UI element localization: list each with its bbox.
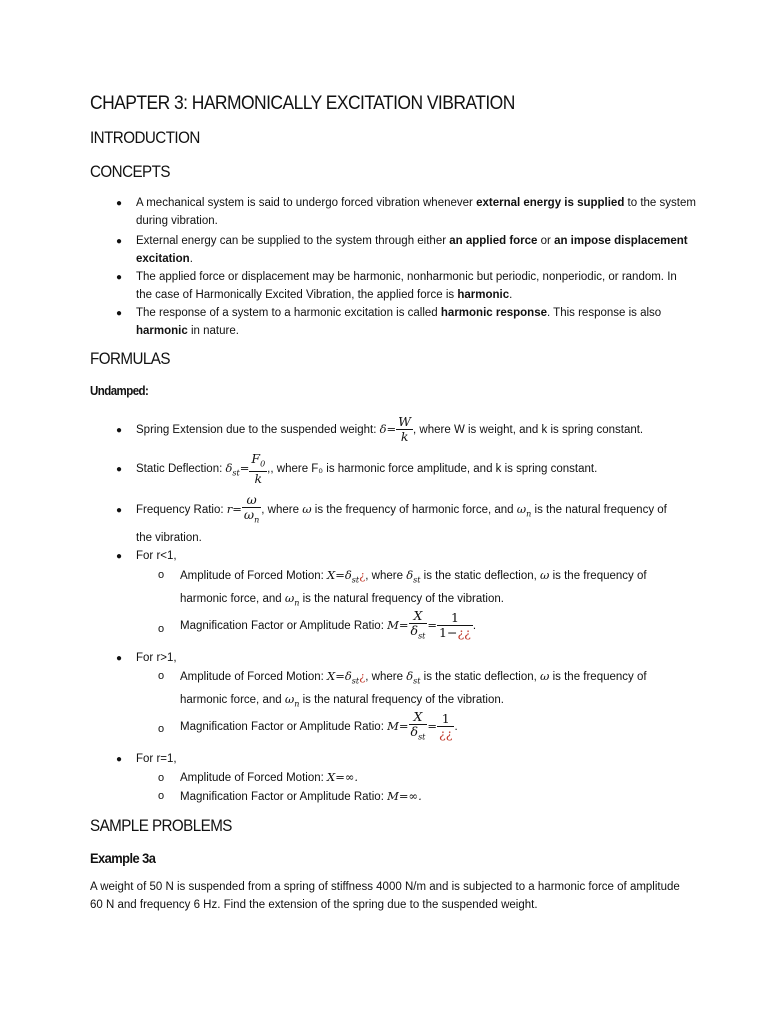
fraction-omega-over-omegan: $\frac{\omega}{\omega_n}$	[243, 491, 260, 525]
formula-frequency-ratio-cont: the vibration.	[136, 532, 202, 544]
formulas-heading: FORMULAS	[90, 350, 170, 368]
amplitude-r-lt-1: Amplitude of Forced Motion: $X=\delta_{st}¿$, where $\delta_{st}$ is the static deflection, ω is the frequency of harmonic force, and $\omega_n$ is the natural frequency of the vibration.	[180, 568, 647, 608]
bullet-icon: ●	[116, 272, 123, 283]
circle-bullet-icon: o	[158, 790, 165, 802]
concept-item-1: A mechanical system is said to undergo forced vibration whenever external energy is supplied to the system during vibration.	[136, 197, 696, 227]
bullet-icon: ●	[116, 308, 123, 319]
sample-problems-heading: SAMPLE PROBLEMS	[90, 817, 232, 835]
fraction-f0-over-k: $\frac{F_0}{k}$	[251, 450, 266, 487]
bullet-icon: ●	[116, 425, 123, 436]
magnification-r-eq-1: Magnification Factor or Amplitude Ratio: M=∞.	[180, 789, 422, 803]
circle-bullet-icon: o	[158, 772, 165, 784]
chapter-title: CHAPTER 3: HARMONICALLY EXCITATION VIBRATION	[90, 93, 515, 114]
bullet-icon: ●	[116, 653, 123, 664]
case-r-greater-than-1: For r>1,	[136, 652, 177, 664]
formula-spring-extension: Spring Extension due to the suspended weight: δ= $\frac{W}{k}$ , where W is weight, and k is spring constant.	[136, 414, 644, 445]
circle-bullet-icon: o	[158, 670, 165, 682]
example-problem-text: A weight of 50 N is suspended from a spring of stiffness 4000 N/m and is subjected to a harmonic force of amplitude 60 N and frequency 6 Hz. Find the extension of the spring due to the suspended weight.	[90, 881, 680, 911]
bullet-icon: ●	[116, 198, 123, 209]
concepts-heading: CONCEPTS	[90, 163, 170, 181]
formula-static-deflection: Static Deflection: $\delta_{st}=$ $\frac{F_0}{k}$ ,, where F₀ is harmonic force amplitude, and k is spring constant.	[136, 450, 598, 487]
amplitude-r-eq-1: Amplitude of Forced Motion: X=∞.	[180, 770, 359, 784]
introduction-heading: INTRODUCTION	[90, 129, 200, 147]
amplitude-r-gt-1: Amplitude of Forced Motion: $X=\delta_{st}¿$, where $\delta_{st}$ is the static deflection, ω is the frequency of harmonic force, and $\omega_n$ is the natural frequency of the vibration.	[180, 669, 647, 709]
circle-bullet-icon: o	[158, 723, 165, 735]
bullet-icon: ●	[116, 551, 123, 562]
magnification-r-lt-1: Magnification Factor or Amplitude Ratio: M= $\frac{X}{\delta_{st}}$ = $\frac{1}{1-¿¿}$ .	[180, 607, 477, 641]
formula-frequency-ratio: Frequency Ratio: r= $\frac{\omega}{\omega_n}$ , where ω is the frequency of harmonic force, and $\omega_n$ is the natural frequency of	[136, 491, 667, 532]
concept-item-3: The applied force or displacement may be harmonic, nonharmonic but periodic, nonperiodic, or random. In the case of Harmonically Excited Vibration, the applied force is harmonic.	[136, 271, 677, 301]
magnification-r-gt-1: Magnification Factor or Amplitude Ratio: M= $\frac{X}{\delta_{st}}$ = $\frac{1}{¿¿}$ .	[180, 708, 458, 742]
concept-item-4: The response of a system to a harmonic excitation is called harmonic response. This response is also harmonic in nature.	[136, 307, 662, 337]
undamped-subheading: Undamped:	[90, 384, 149, 398]
bullet-icon: ●	[116, 505, 123, 516]
bullet-icon: ●	[116, 464, 123, 475]
bullet-icon: ●	[116, 754, 123, 765]
concept-item-2: External energy can be supplied to the system through either an applied force or an impose displacement excitation.	[136, 235, 688, 265]
circle-bullet-icon: o	[158, 569, 165, 581]
case-r-equal-1: For r=1,	[136, 753, 177, 765]
circle-bullet-icon: o	[158, 623, 165, 635]
fraction-w-over-k: $\frac{W}{k}$	[398, 414, 412, 445]
case-r-less-than-1: For r<1,	[136, 550, 177, 562]
bullet-icon: ●	[116, 236, 123, 247]
example-heading: Example 3a	[90, 850, 156, 866]
